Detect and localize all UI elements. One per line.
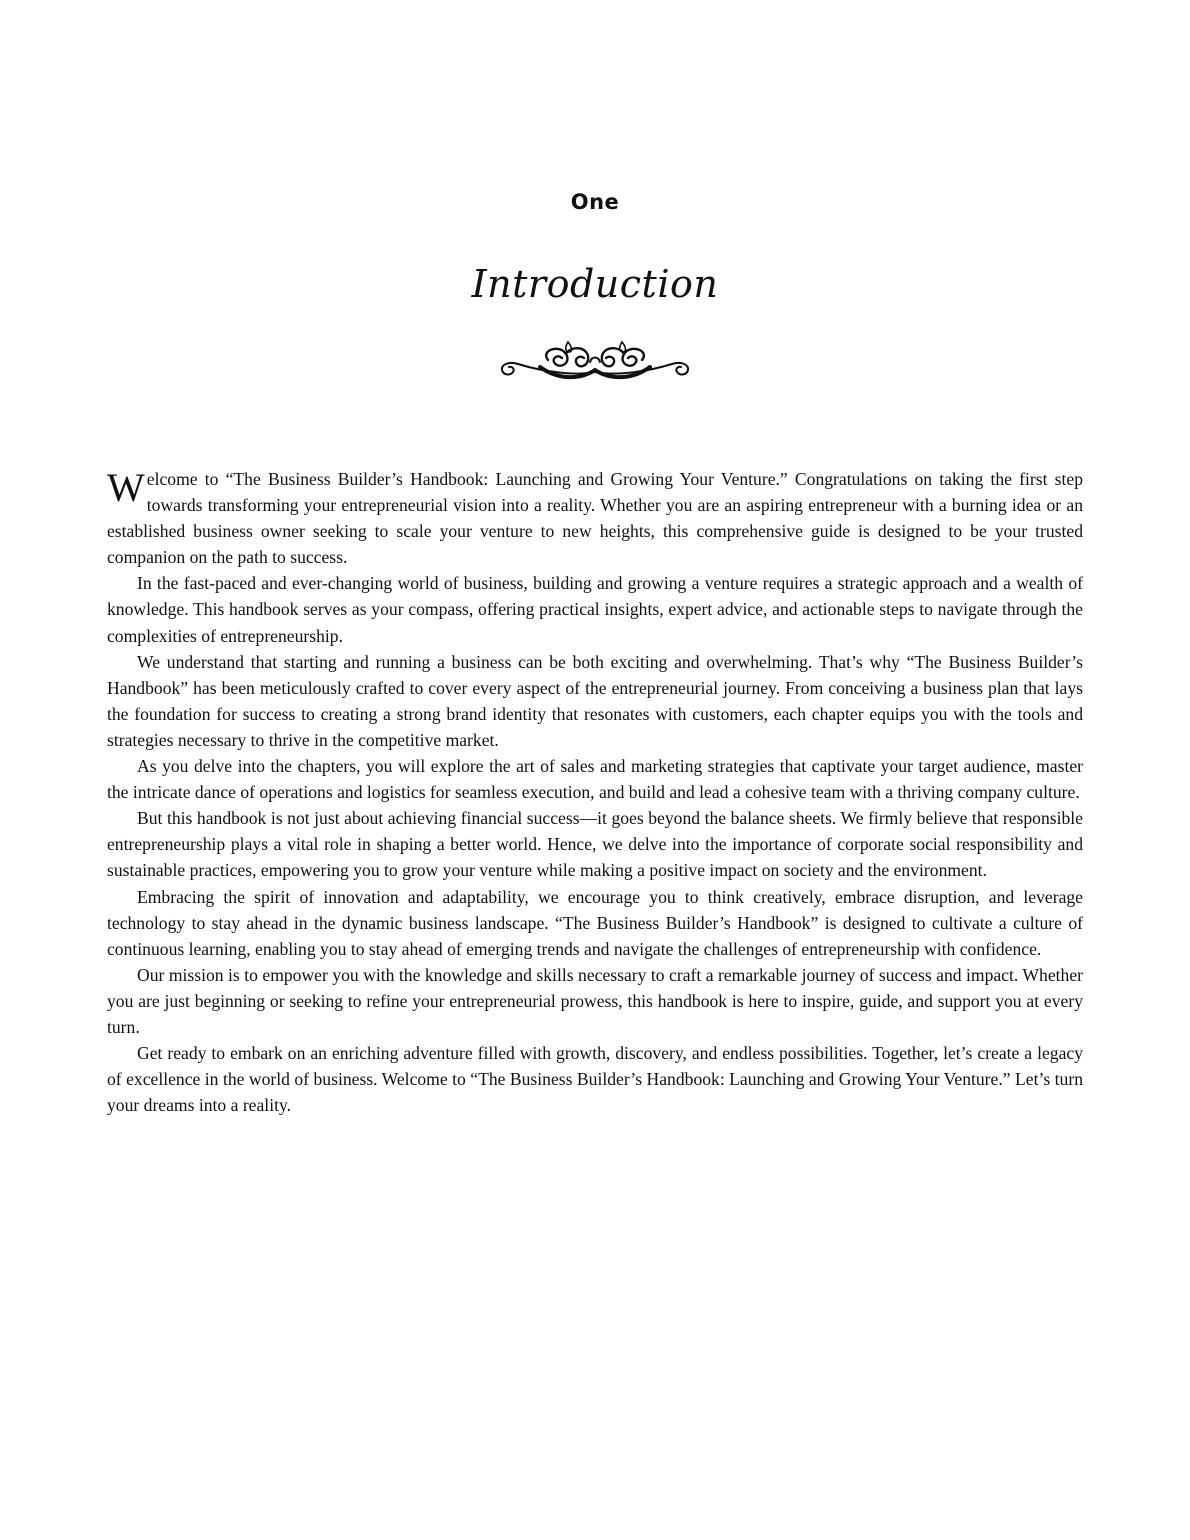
paragraph-text: elcome to “The Business Builder’s Handbook: Launching and Growing Your Venture.” Congratulations on taking the first step towards transforming your entrepreneurial vision into a reality. Whether you are an aspiring entrepreneur with a burning idea or an established business owner seeking to scale your venture to new heights, this comprehensive guide is designed to be your trusted companion on the path to success. <box>107 469 1083 568</box>
paragraph: Get ready to embark on an enriching adventure filled with growth, discovery, and endless possibilities. Together, let’s create a legacy of excellence in the world of business. Welcome to “The Business Builder’s Handbook: Launching and Growing Your Venture.” Let’s turn your dreams into a reality. <box>107 1043 1083 1116</box>
paragraph <box>107 466 1083 570</box>
paragraph: But this handbook is not just about achieving financial success—it goes beyond the balance sheets. We firmly believe that responsible entrepreneurship plays a vital role in shaping a better world. Hence, we delve into the importance of corporate social responsibility and sustainable practices, empowering you to grow your venture while making a positive impact on society and the environment. <box>107 808 1083 881</box>
paragraph: As you delve into the chapters, you will explore the art of sales and marketing strategies that captivate your target audience, master the intricate dance of operations and logistics for seamless execution, and build and lead a cohesive team with a thriving company culture. <box>107 756 1083 803</box>
paragraph: Embracing the spirit of innovation and adaptability, we encourage you to think creatively, embrace disruption, and leverage technology to stay ahead in the dynamic business landscape. “The Business Builder’s Handbook” is designed to cultivate a culture of continuous learning, enabling you to stay ahead of emerging trends and navigate the challenges of entrepreneurship with confidence. <box>107 886 1083 959</box>
paragraph: We understand that starting and running a business can be both exciting and overwhelming. That’s why “The Business Builder’s Handbook” has been meticulously crafted to cover every aspect of the entrepreneurial journey. From conceiving a business plan that lays the foundation for success to creating a strong brand identity that resonates with customers, each chapter equips you with the tools and strategies necessary to thrive in the competitive market. <box>107 651 1083 750</box>
flourish-ornament-icon <box>496 336 694 384</box>
paragraph: Our mission is to empower you with the knowledge and skills necessary to craft a remarkable journey of success and impact. Whether you are just beginning or seeking to refine your entrepreneurial prowess, this handbook is here to inspire, guide, and support you at every turn. <box>107 964 1083 1037</box>
drop-cap: W <box>107 465 145 510</box>
paragraph: In the fast-paced and ever-changing world of business, building and growing a venture requires a strategic approach and a wealth of knowledge. This handbook serves as your compass, offering practical insights, expert advice, and actionable steps to navigate through the complexities of entrepreneurship. <box>107 573 1083 646</box>
body-text <box>107 466 1083 1118</box>
chapter-title: Introduction <box>471 262 719 306</box>
chapter-number: One <box>570 190 620 214</box>
